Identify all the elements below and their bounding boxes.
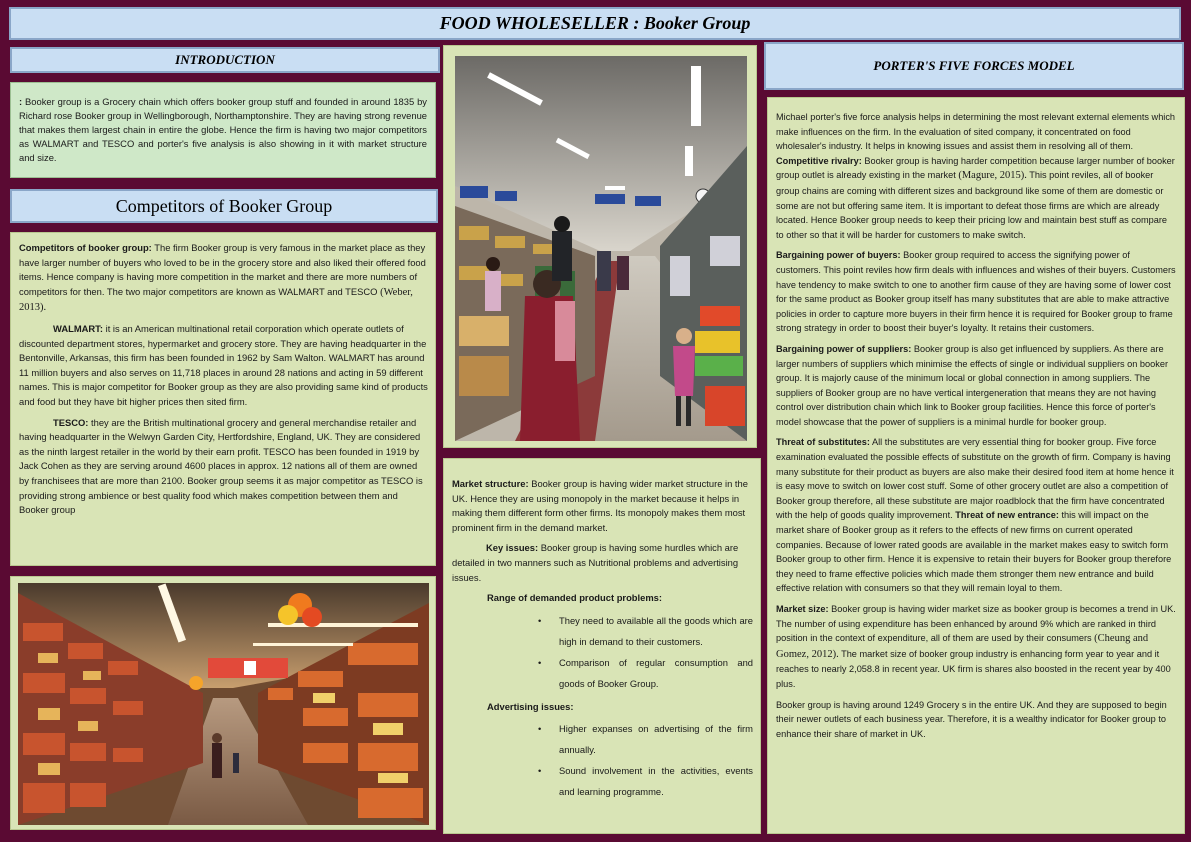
substitutes-label: Threat of substitutes: bbox=[776, 437, 870, 448]
advertising-heading: Advertising issues: bbox=[487, 700, 574, 712]
market-structure-label: Market structure: bbox=[452, 478, 529, 489]
list-item bbox=[452, 652, 753, 694]
substitutes-text: All the substitutes are very essential thing for booker group. Five force examination evaluated the possible effects of substitute on the growth of firm. Company is having many substitute for their product as buyers are also make their desired food item at home hence it is easy move to switch on lower cost stuff. Some of other grocery outlet are also a competition of Booker group therefore, all these substitute are major roadblock that the firm have concentrated with the help of goods quality improvement. bbox=[776, 437, 1174, 521]
porter-heading-text: PORTER'S FIVE FORCES MODEL bbox=[873, 58, 1075, 73]
market-size-label: Market size: bbox=[776, 604, 829, 614]
competitors-label: Competitors of booker group: bbox=[19, 242, 152, 253]
market-structure-paragraph bbox=[452, 477, 753, 535]
bullet-icon: • bbox=[538, 614, 542, 626]
list-item bbox=[452, 718, 753, 760]
suppliers-label: Bargaining power of suppliers: bbox=[776, 343, 912, 354]
key-issues-label: Key issues: bbox=[486, 542, 539, 554]
competitors-panel bbox=[10, 232, 436, 566]
buyers-text: Booker group required to access the signifying power of customers. This point reviles how firm deals with influences and wishes of their buyers. Customers have tendency to make switch to one to another firm cause of they are having some of lower cost for the same product as Booker group itself has many substitutes that are able to make attractive policies in order to capture more buyers in their firm hence it is required for Booker group to frame strong strategy in order to boost their buyer's loyalty. It retains their customers. bbox=[776, 250, 1176, 334]
rivalry-text-2: This point reviles, all of booker group chains are coming with different sizes and background like some of them are domestic or some are not but offering same item. It is important to defeat those firms are which are already located. Hence Booker group needs to keep their pricing low and maintain best stuff as compare to other so that it will be harder for customers to make switch. bbox=[776, 170, 1168, 240]
market-size-citation: (Cheung and Gomez, 2012). bbox=[776, 633, 1149, 660]
competitors-paragraph bbox=[19, 241, 428, 316]
rivalry-citation: (Magure, 2015). bbox=[958, 170, 1027, 182]
competitors-heading bbox=[10, 189, 438, 223]
intro-text: Booker group is a Grocery chain which offers booker group stuff and founded in around 1835 by Richard rose Booker group in Wellingborough, Northamptonshire. They are having strong revenue that makes them largest chain in entire the globe. Hence the firm is having two major competitors as WALMART and TESCO and porter's five analysis is also showing in it with market structure and size. bbox=[19, 96, 427, 163]
market-size-paragraph bbox=[776, 602, 1176, 692]
key-issues-paragraph bbox=[452, 541, 753, 585]
page-title bbox=[9, 7, 1181, 40]
market-size-text-2: The market size of booker group industry is enhancing form year to year and it reaches to nearly 2,058.8 in recent year. UK firm is shares also boosted in the recent year by 400 plus. bbox=[776, 648, 1171, 689]
competitors-text: The firm Booker group is very famous in the market place as they have larger number of buyers who loved to be in the grocery store and also liked their offered food items. Hence company is having more competition in the market and there are more numbers of competitors for then. The two major competitors are known as WALMART and TESCO bbox=[19, 242, 426, 297]
bullet-icon: • bbox=[538, 723, 542, 735]
tesco-paragraph bbox=[19, 416, 428, 518]
advertising-item-text: Sound involvement in the activities, events and learning programme. bbox=[559, 765, 753, 798]
bullet-icon: • bbox=[538, 656, 542, 668]
suppliers-paragraph bbox=[776, 342, 1176, 430]
substitutes-paragraph bbox=[776, 435, 1176, 596]
new-entrance-text: this will impact on the market share of Booker group as it refers to the effects of new firms on current operated companies. Because of lower rated goods are available in the market makes easy to switch form Booker group to other firm. Hence it is expensive to retain their buyers for Booker group therefore they need to frame effective policies which made them stronger them new entrance and build effective relation with consumers so that they will remain loyal to them. bbox=[776, 510, 1172, 594]
porter-panel bbox=[767, 97, 1185, 834]
rivalry-paragraph bbox=[776, 110, 1176, 242]
porter-intro-text: Michael porter's five force analysis helps in determining the most relevant external elements which make influences on the firm. In the evaluation of sited company, it concentrated on food wholesaler's industry. It helps in knowing issues and assist them in resolving all of them. bbox=[776, 112, 1176, 152]
range-heading: Range of demanded product problems: bbox=[487, 592, 663, 604]
store-interior-photo-frame bbox=[443, 45, 757, 448]
tesco-text: they are the British multinational grocery and general merchandise retailer and having headquarter in the Welwyn Garden City, Hertfordshire, England, UK. They are considered as the ninth largest retailer in the world by their earn profit. TESCO has been founded in 1919 by Jack Cohen as they are serving around 4600 places in approx. 12 nations all of them are owned by franchisees that are more than 2100. Booker group seems it as major competitor as TESCO is providing strong ambience or best quality food which makes competition between them and Booker group bbox=[19, 416, 423, 516]
tesco-label: TESCO: bbox=[53, 416, 89, 428]
introduction-panel bbox=[10, 82, 436, 178]
buyers-paragraph bbox=[776, 248, 1176, 336]
supermarket-aisle-photo-frame bbox=[10, 576, 436, 830]
supermarket-aisle-photo bbox=[18, 583, 429, 825]
list-item bbox=[452, 610, 753, 652]
intro-lead: : bbox=[19, 96, 23, 107]
outlets-text: Booker group is having around 1249 Grocery s in the entire UK. And they are supposed to begin their newer outlets of each business year. Therefore, it is a wealthy indicator for Booker group to enhance their share of market in UK. bbox=[776, 699, 1167, 739]
rivalry-label: Competitive rivalry: bbox=[776, 155, 862, 166]
suppliers-text: Booker group is also get influenced by suppliers. As there are larger numbers of suppliers which minimise the effects of single or individual suppliers on booker group. It is majorly cause of the minimum local or global connection in among suppliers. The suppliers of Booker group are no have vertical intergeneration that means they are not having control over distribution chain which link to Booker group facilities. Hence this force of porter's model showcase that the power of suppliers is a minimal hurdle for booker group. bbox=[776, 343, 1169, 427]
store-interior-photo bbox=[455, 56, 747, 441]
range-item-text: They need to available all the goods which are high in demand to their customers. bbox=[559, 614, 753, 647]
advertising-item-text: Higher expanses on advertising of the firm annually. bbox=[559, 723, 753, 756]
market-size-text: Booker group is having wider market size as booker group is becomes a trend in UK. The number of using expenditure has been enhanced by around 9% which are ranked in third position in the context of expenditure, all of them are used by their consumers bbox=[776, 604, 1176, 644]
market-structure-text: Booker group is having wider market structure in the UK. Hence they are using monopoly in the market because it helps in making them different form other firms. Its monopoly makes them most prominent firm in the demand market. bbox=[452, 478, 748, 533]
range-item-text: Comparison of regular consumption and goods of Booker Group. bbox=[559, 656, 753, 689]
key-issues-text: Booker group is having some hurdles which are detailed in two manners such as Nutritional problems and advertising issues. bbox=[452, 542, 739, 583]
advertising-list bbox=[452, 718, 753, 802]
buyers-label: Bargaining power of buyers: bbox=[776, 250, 901, 261]
porter-heading bbox=[764, 42, 1184, 90]
range-list bbox=[452, 610, 753, 694]
walmart-paragraph bbox=[19, 322, 428, 410]
competitors-citation: (Weber, 2013). bbox=[19, 286, 413, 314]
introduction-heading-text: INTRODUCTION bbox=[175, 52, 275, 67]
walmart-text: it is an American multinational retail corporation which operate outlets of discounted department stores, hypermarket and grocery store. They are having headquarter in the Bentonville, Arkansas, this firm has been founded in 1962 by Sam Walton. WALMART has around 11 million buyers and also serves on 11,718 places in around 28 nations and acting in 59 different names. This is major competitor for Booker group as they are also providing same kind of products and food but they have bit higher prices then sited firm. bbox=[19, 322, 428, 407]
bullet-icon: • bbox=[538, 765, 542, 777]
new-entrance-label: Threat of new entrance: bbox=[955, 510, 1059, 521]
walmart-label: WALMART: bbox=[53, 322, 103, 334]
market-structure-panel bbox=[443, 458, 761, 834]
list-item bbox=[452, 760, 753, 802]
outlets-paragraph bbox=[776, 698, 1176, 742]
page-title-text: FOOD WHOLESELLER : Booker Group bbox=[439, 13, 751, 33]
competitors-heading-text: Competitors of Booker Group bbox=[115, 195, 333, 216]
rivalry-text: Booker group is having harder competition because larger number of booker group outlet is already existing in the market bbox=[776, 155, 1175, 181]
introduction-heading bbox=[10, 47, 440, 73]
